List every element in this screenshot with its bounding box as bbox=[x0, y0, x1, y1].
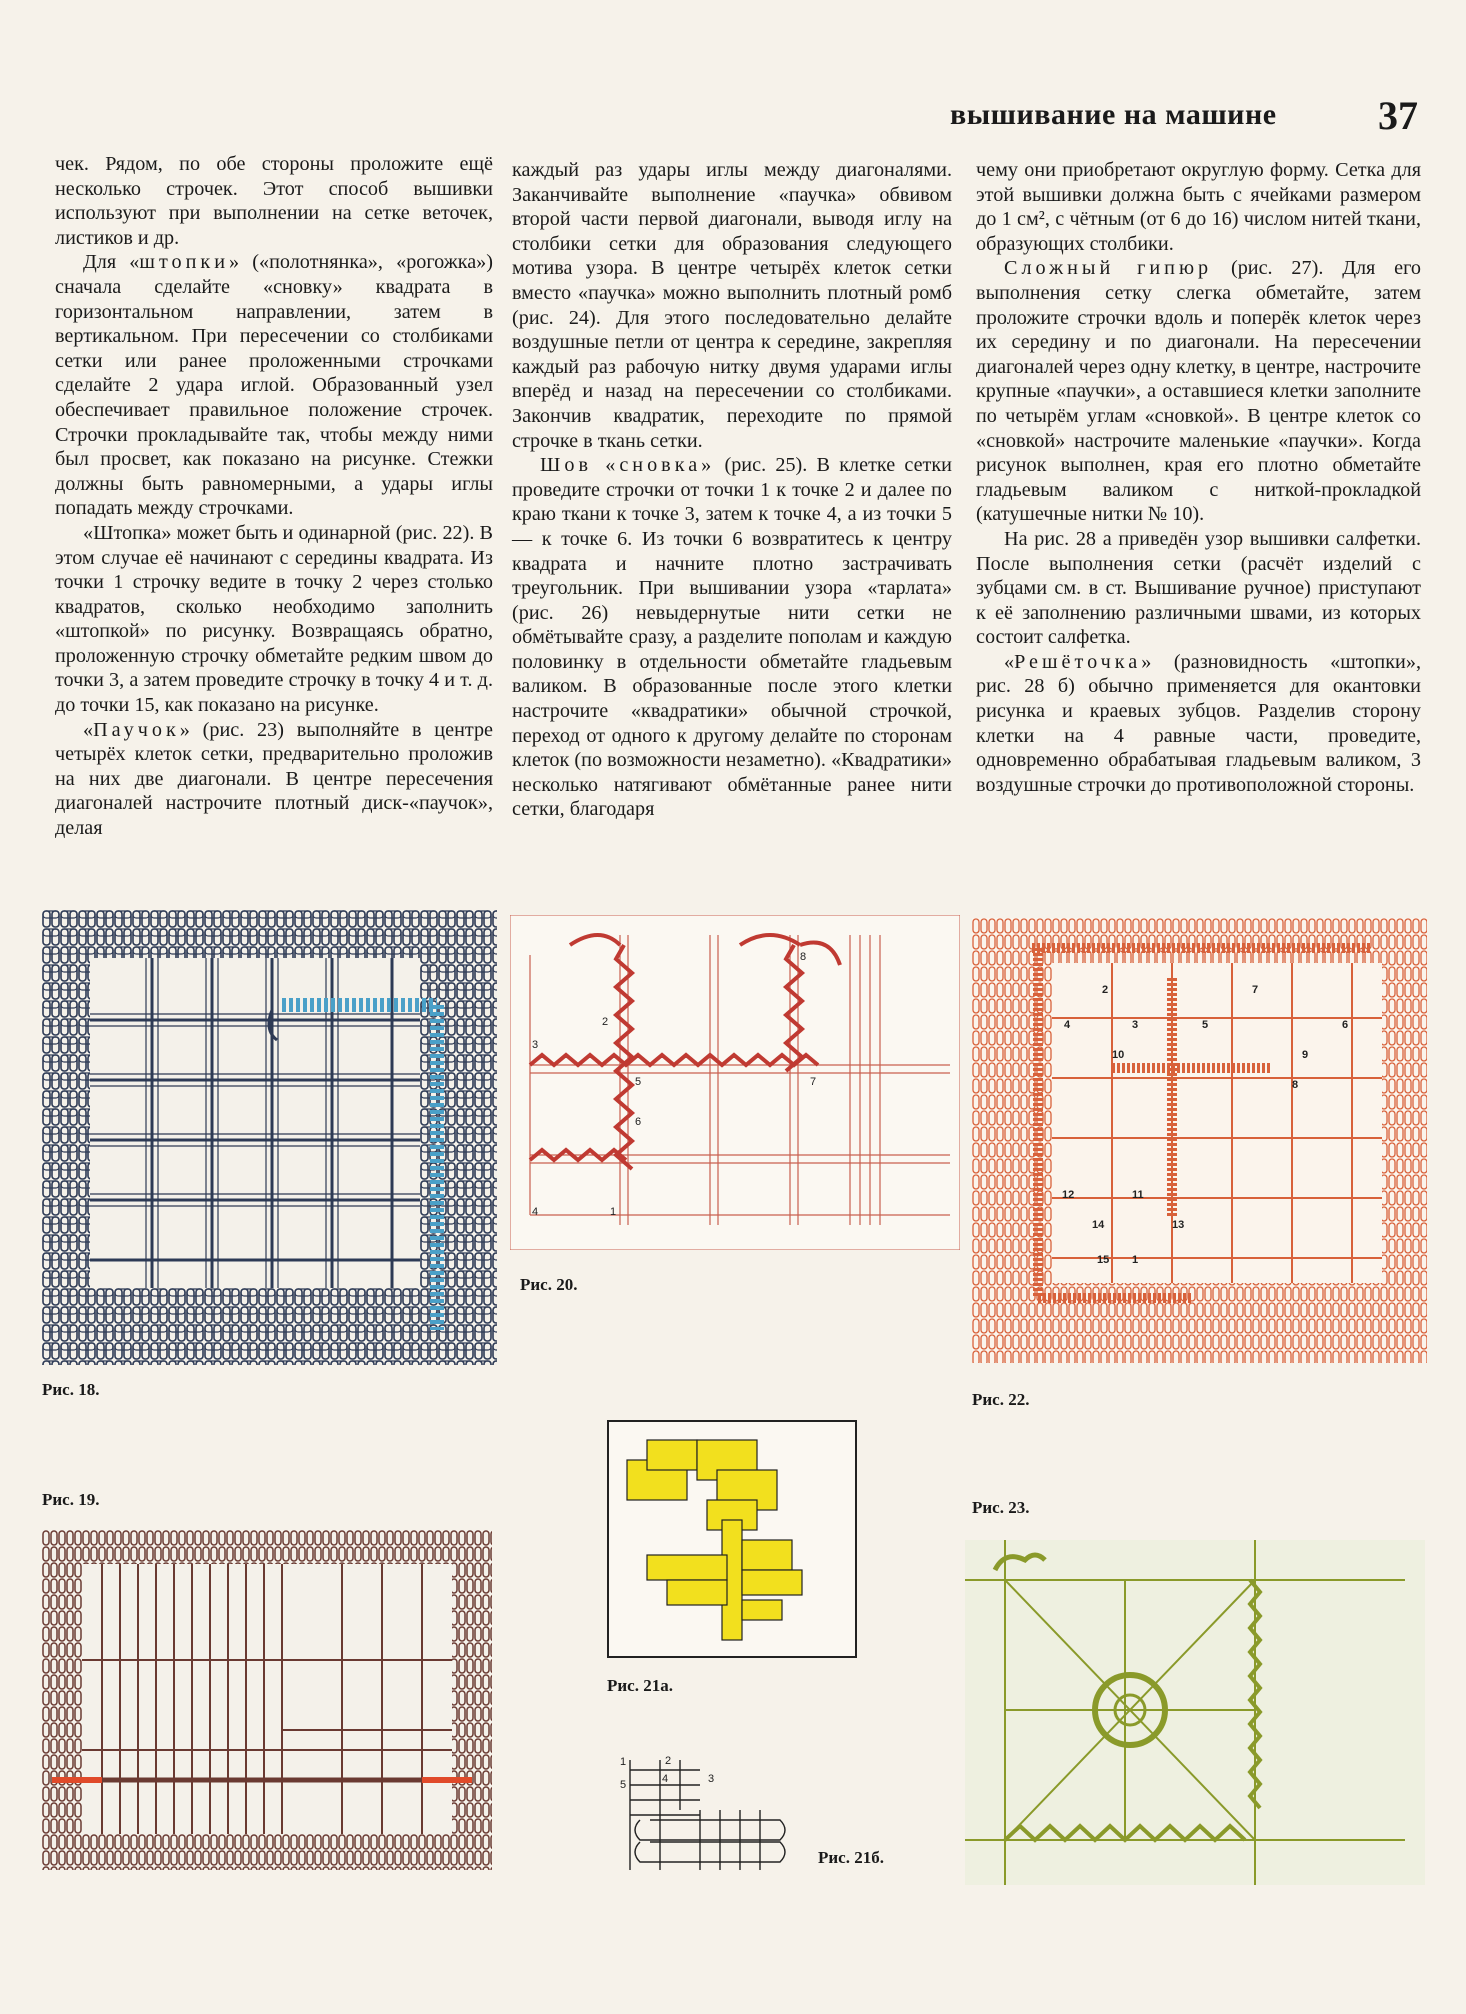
figure-22-illustration bbox=[972, 918, 1427, 1363]
svg-text:7: 7 bbox=[1252, 984, 1259, 996]
caption-fig20: Рис. 20. bbox=[520, 1275, 578, 1294]
svg-text:12: 12 bbox=[1062, 1189, 1075, 1201]
svg-text:4: 4 bbox=[532, 1206, 539, 1218]
caption-fig19: Рис. 19. bbox=[42, 1490, 100, 1509]
svg-text:9: 9 bbox=[1302, 1049, 1309, 1061]
figure-18-illustration bbox=[42, 910, 497, 1365]
paragraph: Для «штопки» («полотнянка», «рогожка») сначала сделайте «сновку» квадрата в горизонтальном направлении, затем в вертикальном. При пересечении со столбиками сетки или ранее проложенными строчками сделайте 2 удара иглой. Образованный узел обеспечивает правильное положение строчек. Строчки прокладывайте так, чтобы между ними был просвет, как показано на рисунке. Стежки должны быть равномерными, а удары иглы попадать между строчками. bbox=[55, 251, 493, 520]
svg-text:10: 10 bbox=[1112, 1049, 1125, 1061]
figure-21a-illustration bbox=[607, 1420, 857, 1658]
text-column-3 bbox=[976, 158, 1421, 797]
svg-text:5: 5 bbox=[1202, 1019, 1209, 1031]
svg-text:3: 3 bbox=[708, 1773, 715, 1785]
paragraph: На рис. 28 а приведён узор вышивки салфетки. После выполнения сетки (расчёт изделий с зубцами см. в ст. Вышивание ручное) приступают к её заполнению различными швами, из которых состоит салфетка. bbox=[976, 527, 1421, 649]
svg-text:3: 3 bbox=[532, 1039, 539, 1051]
caption-fig23: Рис. 23. bbox=[972, 1498, 1030, 1517]
svg-text:11: 11 bbox=[1132, 1189, 1144, 1201]
svg-text:1: 1 bbox=[1132, 1254, 1139, 1266]
caption-fig18: Рис. 18. bbox=[42, 1380, 100, 1399]
svg-text:8: 8 bbox=[1292, 1079, 1299, 1091]
caption-fig21b: Рис. 21б. bbox=[818, 1848, 884, 1867]
svg-text:1: 1 bbox=[610, 1206, 617, 1218]
svg-text:6: 6 bbox=[1342, 1019, 1349, 1031]
svg-text:2: 2 bbox=[1102, 984, 1109, 996]
caption-fig22: Рис. 22. bbox=[972, 1390, 1030, 1409]
svg-text:13: 13 bbox=[1172, 1219, 1185, 1231]
figure-19-illustration bbox=[42, 1530, 492, 1870]
svg-text:7: 7 bbox=[810, 1076, 817, 1088]
text-column-1 bbox=[55, 152, 493, 841]
svg-text:15: 15 bbox=[1097, 1254, 1110, 1266]
paragraph: «Решёточка» (разновидность «штопки», рис. 28 б) обычно применяется для окантовки рисунка и краевых зубцов. Разделив сторону клетки на 4 равные части, проведите, одновременно обрабатывая гладьевым валиком, 3 воздушные строчки до противоположной стороны. bbox=[976, 650, 1421, 796]
paragraph: Сложный гипюр (рис. 27). Для его выполнения сетку слегка обметайте, затем проложите строчки вдоль и поперёк клеток через их середину и по диагонали. На пересечении диагоналей через одну клетку, в центре, настрочите крупные «паучки», а оставшиеся клетки заполните по четырём углам «сновкой». В центре клеток со «сновкой» настрочите маленькие «паучки». Когда рисунок выполнен, края его плотно обметайте гладьевым валиком с ниткой-прокладкой (катушечные нитки № 10). bbox=[976, 257, 1421, 526]
svg-text:5: 5 bbox=[635, 1076, 642, 1088]
paragraph: чек. Рядом, по обе стороны проложите ещё несколько строчек. Этот способ вышивки используют при выполнении на сетке веточек, листиков и др. bbox=[55, 153, 493, 249]
text-column-2 bbox=[512, 158, 952, 822]
svg-text:1: 1 bbox=[620, 1756, 627, 1768]
paragraph: «Штопка» может быть и одинарной (рис. 22). В этом случае её начинают с середины квадрата. Из точки 1 строчку ведите в точку 2 через столько квадратов, сколько необходимо заполнить «штопкой» по рисунку. Возвращаясь обратно, проложенную строчку обметайте редким швом до точки 3, а затем проведите строчку в точку 4 и т. д. до точки 15, как показано на рисунке. bbox=[55, 521, 493, 717]
page-title: вышивание на машине bbox=[950, 98, 1277, 131]
caption-fig21a: Рис. 21а. bbox=[607, 1676, 673, 1695]
paragraph: «Паучок» (рис. 23) выполняйте в центре четырёх клеток сетки, предварительно проложив на них две диагонали. В центре пересечения диагоналей настрочите плотный диск-«паучок», делая bbox=[55, 718, 493, 840]
figure-20-illustration bbox=[510, 915, 960, 1250]
paragraph: Шов «сновка» (рис. 25). В клетке сетки проведите строчки от точки 1 к точке 2 и далее по краю ткани к точке 3, затем к точке 4, а из точки 5 — к точке 6. Из точки 6 возвратитесь к центру квадрата и начните плотно застрачивать треугольник. При вышивании узора «тарлата» (рис. 26) невыдернутые нити сетки не обмётывайте сразу, а разделите пополам и каждую половинку в отдельности обметайте гладьевым валиком. В образованные после этого клетки настрочите «квадратики» обычной строчкой, переход от одного к другому делайте по сторонам клеток (по возможности незаметно). «Квадратики» несколько натягивают обмётанные ранее нити сетки, благодаря bbox=[512, 454, 952, 821]
svg-text:4: 4 bbox=[1064, 1019, 1071, 1031]
svg-text:2: 2 bbox=[665, 1755, 672, 1767]
paragraph: каждый раз удары иглы между диагоналями. Заканчивайте выполнение «паучка» обвивом второй части первой диагонали, выводя иглу на столбики сетки для образования следующего мотива узора. В центре четырёх клеток сетки вместо «паучка» можно выполнить плотный ромб (рис. 24). Для этого последовательно делайте воздушные петли от центра к середине, закрепляя каждый раз рабочую нитку двумя ударами иглы вперёд и назад на пересечении со столбиками. Закончив квадратик, переходите по прямой строчке в ткань сетки. bbox=[512, 159, 952, 452]
svg-text:5: 5 bbox=[620, 1779, 627, 1791]
figure-23-illustration bbox=[965, 1540, 1425, 1885]
figure-21b-illustration bbox=[620, 1750, 800, 1875]
svg-text:4: 4 bbox=[662, 1773, 669, 1785]
svg-text:2: 2 bbox=[602, 1016, 609, 1028]
paragraph: чему они приобретают округлую форму. Сетка для этой вышивки должна быть с ячейками размером до 1 см², с чётным (от 6 до 16) числом нитей ткани, образующих столбики. bbox=[976, 159, 1421, 255]
svg-text:8: 8 bbox=[800, 951, 807, 963]
svg-text:14: 14 bbox=[1092, 1219, 1105, 1231]
svg-text:3: 3 bbox=[1132, 1019, 1139, 1031]
svg-text:6: 6 bbox=[635, 1116, 642, 1128]
page-number: 37 bbox=[1378, 93, 1418, 138]
